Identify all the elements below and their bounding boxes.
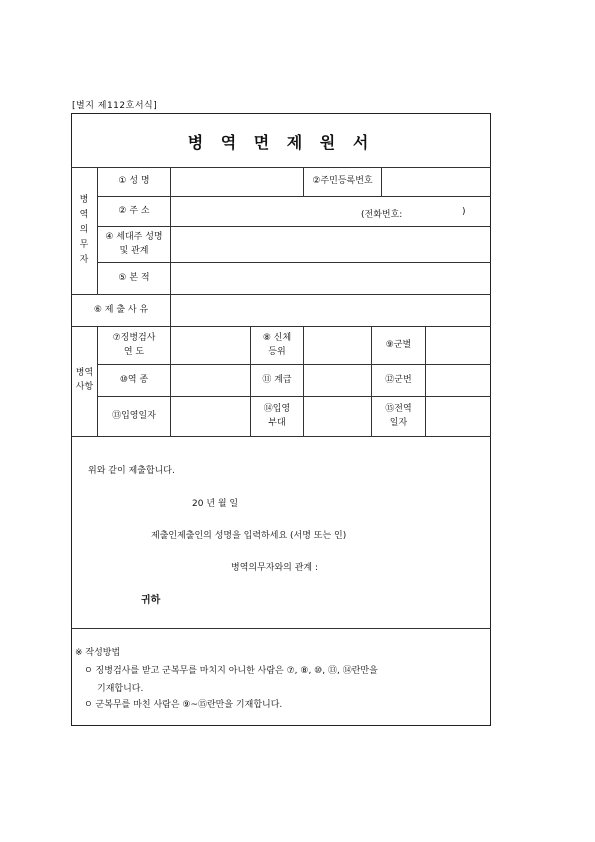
instruction-item-1-cont: 기재합니다. [97,684,144,694]
side-word: 사항 [75,382,94,392]
enlist-unit-line2: 부대 [268,417,286,428]
instructions-heading: ※ 작성방법 [75,648,121,658]
column-divider [170,326,171,436]
form-number-label: [별지 제112호서식] [72,101,158,111]
discharge-line1: ⑮전역 [385,403,412,414]
address-label: ② 주 소 [118,205,150,216]
column-divider [170,167,171,294]
side-char: 의 [79,225,89,235]
service-side-label [72,366,97,396]
column-divider [381,167,382,196]
discharge-line2: 일자 [389,417,408,428]
reason-label: ⑥ 제 출 사 유 [93,304,149,315]
name-label: ① 성 명 [118,176,150,187]
subject-side-label [75,193,93,268]
addressee: 귀하 [141,595,161,606]
rank-label: ⑪ 계급 [262,374,292,385]
exam-year-label [98,327,170,364]
enlist-date-label: ⑬입영일자 [112,410,156,421]
side-word: 병역 [75,368,94,379]
signer-line: 제출인제출인의 성명을 입력하세요 (서명 또는 인) [151,531,347,541]
body-grade-line1: ⑧ 신체 [262,332,292,343]
body-grade-line2: 등위 [268,346,286,357]
side-char: 역 [79,210,89,220]
rrn-label: ②주민등록번호 [312,176,373,187]
domicile-label: ⑤ 본 적 [118,272,150,283]
column-divider [425,326,426,436]
side-char: 자 [79,255,89,265]
service-number-label: ⑫군번 [385,374,412,385]
discharge-date-label [372,397,425,436]
exam-year-line1: ⑦징병검사 [112,332,156,343]
relation-line: 병역의무자와의 관계 : [231,563,319,573]
body-grade-label [251,327,303,364]
household-label-line2: 및 관계 [119,245,149,256]
instruction-item-1: ㅇ 징병검사를 받고 군복무를 마치지 아니한 사람은 ⑦, ⑧, ⑩, ⑬, ⑭란만을 [84,666,378,676]
side-char: 무 [79,240,89,250]
exam-year-line2: 연 도 [123,346,145,357]
submit-statement: 위와 같이 제출합니다. [88,466,175,476]
row-divider [71,436,491,437]
side-char: 병 [79,195,89,205]
form-title: 병 역 면 제 원 서 [187,132,375,152]
column-divider [303,326,304,436]
enlist-unit-line1: ⑭입영 [263,403,291,414]
submit-date: 20 년 월 일 [192,499,239,509]
household-label [98,227,170,262]
phone-label: (전화번호: [361,210,403,220]
household-label-line1: ④ 세대주 성명 [105,231,163,242]
row-divider [71,628,491,629]
column-divider [170,294,171,326]
phone-close: ) [462,207,466,217]
service-type-label: ⑩역 종 [119,374,149,385]
instruction-item-2: ㅇ 군복무를 마친 사람은 ⑨~⑮란만을 기재합니다. [84,700,283,710]
branch-label: ⑨군별 [385,339,412,350]
enlist-unit-label [251,397,303,436]
